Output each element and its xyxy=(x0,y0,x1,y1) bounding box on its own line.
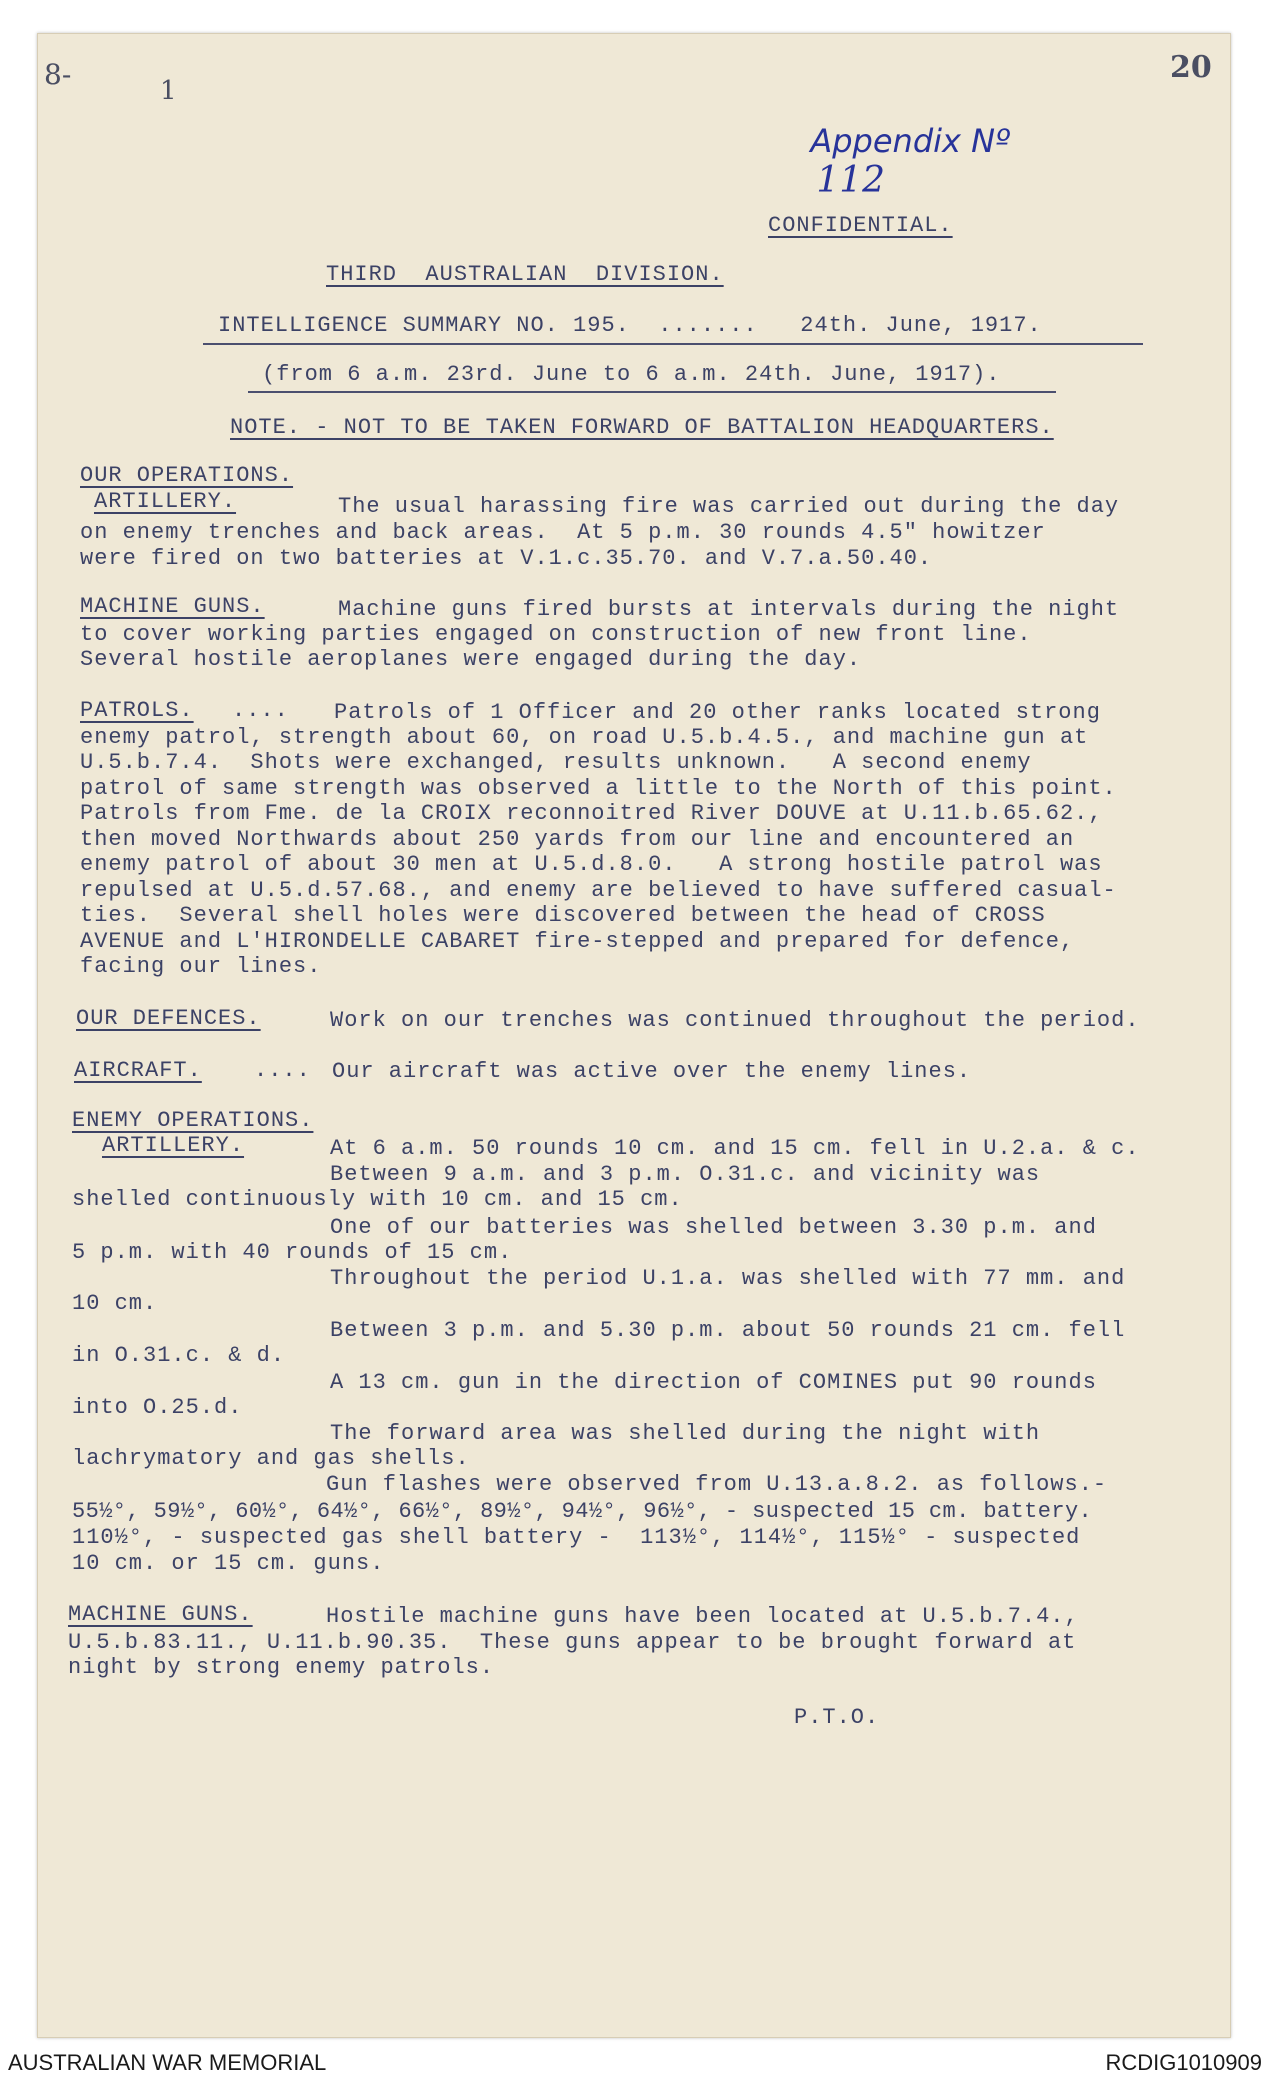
our-mg-line-3: Several hostile aeroplanes were engaged during the day. xyxy=(80,647,862,672)
enemy-artillery-line-4: One of our batteries was shelled between 3.30 p.m. and xyxy=(330,1215,1097,1240)
note-line: NOTE. - NOT TO BE TAKEN FORWARD OF BATTALION HEADQUARTERS. xyxy=(230,415,1054,440)
our-artillery-label: ARTILLERY. xyxy=(94,489,237,514)
enemy-mg-line-2: U.5.b.83.11., U.11.b.90.35. These guns appear to be brought forward at xyxy=(68,1630,1077,1655)
aircraft-label: AIRCRAFT. xyxy=(74,1058,202,1083)
patrols-line-2: enemy patrol, strength about 60, on road U.5.b.4.5., and machine gun at xyxy=(80,725,1089,750)
appendix-label: Appendix Nº xyxy=(810,122,1011,160)
our-mg-line-2: to cover working parties engaged on construction of new front line. xyxy=(80,622,1032,647)
patrols-line-5: Patrols from Fme. de la CROIX reconnoitred River DOUVE at U.11.b.65.62., xyxy=(80,801,1103,826)
patrols-line-7: enemy patrol of about 30 men at U.5.d.8.0. A strong hostile patrol was xyxy=(80,852,1103,877)
patrols-line-9: ties. Several shell holes were discovered between the head of CROSS xyxy=(80,903,1046,928)
patrols-line-6: then moved Northwards about 250 yards from our line and encountered an xyxy=(80,827,1075,852)
appendix-number: 112 xyxy=(816,160,886,201)
patrols-line-3: U.5.b.7.4. Shots were exchanged, results unknown. A second enemy xyxy=(80,750,1032,775)
our-artillery-line-1: The usual harassing fire was carried out during the day xyxy=(338,494,1120,519)
appendix-stamp xyxy=(790,84,1010,201)
enemy-artillery-line-10: A 13 cm. gun in the direction of COMINES put 90 rounds xyxy=(330,1370,1097,1395)
enemy-artillery-line-1: At 6 a.m. 50 rounds 10 cm. and 15 cm. fell in U.2.a. & c. xyxy=(330,1136,1140,1161)
enemy-artillery-line-7: 10 cm. xyxy=(72,1291,158,1316)
aircraft-text: Our aircraft was active over the enemy lines. xyxy=(332,1059,972,1084)
our-mg-line-1: Machine guns fired bursts at intervals during the night xyxy=(338,597,1120,622)
enemy-artillery-line-13: lachrymatory and gas shells. xyxy=(72,1446,470,1471)
our-machine-guns-label: MACHINE GUNS. xyxy=(80,594,265,619)
enemy-mg-line-3: night by strong enemy patrols. xyxy=(68,1655,495,1680)
patrols-line-11: facing our lines. xyxy=(80,954,322,979)
our-defences-text: Work on our trenches was continued throughout the period. xyxy=(330,1008,1140,1033)
patrols-line-1: Patrols of 1 Officer and 20 other ranks located strong xyxy=(334,700,1101,725)
summary-underline xyxy=(203,343,1143,345)
corner-mark-left: 8- xyxy=(44,58,72,91)
enemy-operations-heading: ENEMY OPERATIONS. xyxy=(72,1108,314,1133)
page-number: 20 xyxy=(1170,50,1212,85)
gun-flash-bearings-3: 10 cm. or 15 cm. guns. xyxy=(72,1551,385,1576)
enemy-machine-guns-label: MACHINE GUNS. xyxy=(68,1602,253,1627)
footer-right: RCDIG1010909 xyxy=(1105,2050,1262,2075)
summary-title: INTELLIGENCE SUMMARY NO. 195. ....... 24th. June, 1917. xyxy=(218,313,1042,338)
enemy-artillery-line-8: Between 3 p.m. and 5.30 p.m. about 50 rounds 21 cm. fell xyxy=(330,1318,1126,1343)
enemy-artillery-line-3: shelled continuously with 10 cm. and 15 cm. xyxy=(72,1187,683,1212)
classification: CONFIDENTIAL. xyxy=(768,213,953,238)
our-defences-label: OUR DEFENCES. xyxy=(76,1006,261,1031)
pto-mark: P.T.O. xyxy=(794,1705,880,1730)
aircraft-leader: .... xyxy=(254,1058,311,1083)
period-underline xyxy=(248,391,1056,393)
patrols-line-8: repulsed at U.5.d.57.68., and enemy are believed to have suffered casual- xyxy=(80,878,1117,903)
enemy-artillery-label: ARTILLERY. xyxy=(102,1133,245,1158)
enemy-artillery-line-12: The forward area was shelled during the night with xyxy=(330,1421,1041,1446)
our-artillery-line-3: were fired on two batteries at V.1.c.35.70. and V.7.a.50.40. xyxy=(80,546,933,571)
enemy-artillery-line-2: Between 9 a.m. and 3 p.m. O.31.c. and vicinity was xyxy=(330,1162,1041,1187)
enemy-artillery-line-11: into O.25.d. xyxy=(72,1395,243,1420)
patrols-leader: .... xyxy=(232,698,289,723)
gun-flash-bearings-2: 110½°, - suspected gas shell battery - 113½°, 114½°, 115½° - suspected xyxy=(72,1525,1081,1550)
enemy-artillery-line-14: Gun flashes were observed from U.13.a.8.2. as follows.- xyxy=(326,1472,1108,1497)
patrols-line-10: AVENUE and L'HIRONDELLE CABARET fire-stepped and prepared for defence, xyxy=(80,929,1075,954)
period-line: (from 6 a.m. 23rd. June to 6 a.m. 24th. June, 1917). xyxy=(262,362,1001,387)
gun-flash-bearings-1: 55½°, 59½°, 60½°, 64½°, 66½°, 89½°, 94½°, 96½°, - suspected 15 cm. battery. xyxy=(72,1499,1093,1524)
enemy-artillery-line-5: 5 p.m. with 40 rounds of 15 cm. xyxy=(72,1240,513,1265)
patrols-label: PATROLS. xyxy=(80,698,194,723)
corner-mark-tick: 1 xyxy=(160,76,177,106)
enemy-mg-line-1: Hostile machine guns have been located at U.5.b.7.4., xyxy=(326,1604,1079,1629)
enemy-artillery-line-9: in O.31.c. & d. xyxy=(72,1343,286,1368)
division-heading: THIRD AUSTRALIAN DIVISION. xyxy=(326,262,724,287)
our-operations-heading: OUR OPERATIONS. xyxy=(80,463,294,488)
enemy-artillery-line-6: Throughout the period U.1.a. was shelled with 77 mm. and xyxy=(330,1266,1126,1291)
footer-left: AUSTRALIAN WAR MEMORIAL xyxy=(8,2050,327,2075)
our-artillery-line-2: on enemy trenches and back areas. At 5 p.m. 30 rounds 4.5" howitzer xyxy=(80,520,1046,545)
patrols-line-4: patrol of same strength was observed a little to the North of this point. xyxy=(80,776,1117,801)
